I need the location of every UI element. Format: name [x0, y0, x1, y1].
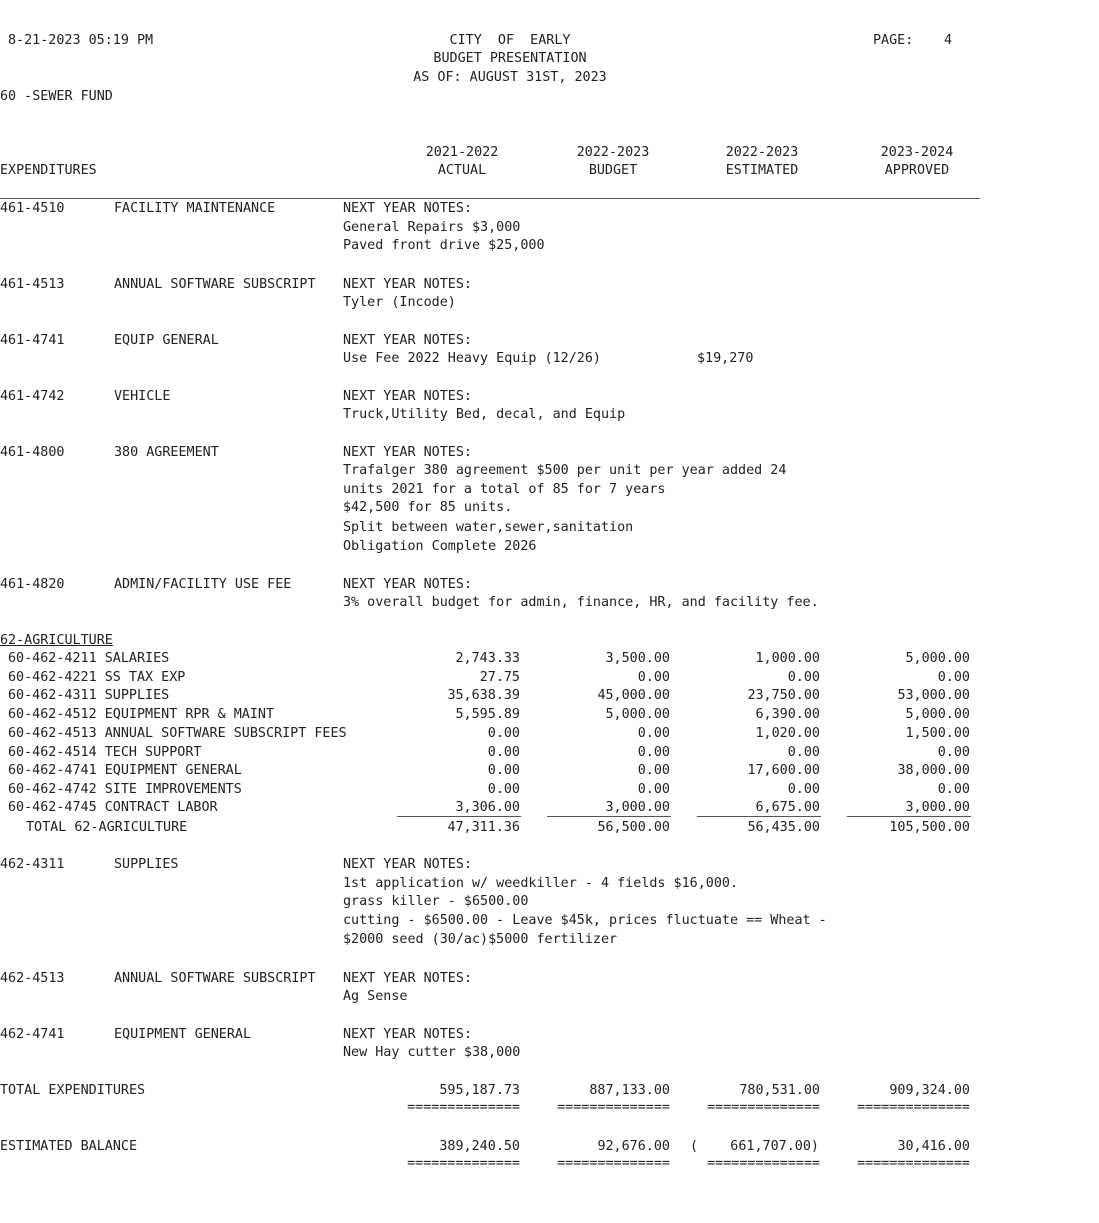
account-code: 461-4741: [0, 333, 65, 348]
row-label: 60-462-4742 SITE IMPROVEMENTS: [8, 782, 242, 797]
cell-approved: 5,000.00: [905, 651, 970, 666]
section-label: EXPENDITURES: [0, 163, 97, 178]
account-name: SUPPLIES: [114, 857, 179, 872]
cell-budget: 0.00: [637, 782, 670, 797]
note-line: New Hay cutter $38,000: [343, 1045, 521, 1060]
note-line: cutting - $6500.00 - Leave $45k, prices fluctuate == Wheat -: [343, 913, 827, 928]
row-label: 60-462-4311 SUPPLIES: [8, 688, 170, 703]
account-name: ANNUAL SOFTWARE SUBSCRIPT: [114, 971, 316, 986]
est-bal-actual: 389,240.50: [439, 1139, 520, 1154]
double-rule: ==============: [857, 1156, 970, 1171]
cell-budget: 5,000.00: [605, 707, 670, 722]
double-rule: ==============: [707, 1100, 820, 1115]
row-label: 60-462-4745 CONTRACT LABOR: [8, 800, 218, 815]
note-line: Tyler (Incode): [343, 295, 456, 310]
total-approved: 105,500.00: [889, 820, 970, 835]
header-rule: [0, 198, 980, 199]
cell-actual: 3,306.00: [455, 800, 520, 815]
cell-estimated: 1,000.00: [755, 651, 820, 666]
account-name: ANNUAL SOFTWARE SUBSCRIPT: [114, 277, 316, 292]
cell-budget: 0.00: [637, 670, 670, 685]
account-code: 462-4311: [0, 857, 65, 872]
cell-estimated: 0.00: [787, 670, 820, 685]
notes-label: NEXT YEAR NOTES:: [343, 971, 472, 986]
row-label: 60-462-4221 SS TAX EXP: [8, 670, 186, 685]
total-budget: 56,500.00: [597, 820, 670, 835]
cell-budget: 0.00: [637, 763, 670, 778]
cell-estimated: 23,750.00: [747, 688, 820, 703]
note-line: 3% overall budget for admin, finance, HR, and facility fee.: [343, 595, 819, 610]
cell-approved: 1,500.00: [905, 726, 970, 741]
cell-budget: 45,000.00: [597, 688, 670, 703]
subtotal-rule: [847, 816, 971, 817]
row-label: 60-462-4513 ANNUAL SOFTWARE SUBSCRIPT FEES: [8, 726, 347, 741]
cell-budget: 0.00: [637, 726, 670, 741]
note-amount: $19,270: [697, 351, 754, 366]
as-of-date: AS OF: AUGUST 31ST, 2023: [413, 70, 607, 85]
double-rule: ==============: [407, 1156, 520, 1171]
note-line: Use Fee 2022 Heavy Equip (12/26): [343, 351, 601, 366]
notes-label: NEXT YEAR NOTES:: [343, 1027, 472, 1042]
cell-approved: 5,000.00: [905, 707, 970, 722]
cell-estimated: 6,390.00: [755, 707, 820, 722]
col-budget-type: BUDGET: [588, 163, 638, 178]
cell-approved: 0.00: [937, 745, 970, 760]
cell-estimated: 0.00: [787, 745, 820, 760]
account-code: 461-4800: [0, 445, 65, 460]
account-code: 461-4742: [0, 389, 65, 404]
total-exp-budget: 887,133.00: [589, 1083, 670, 1098]
total-actual: 47,311.36: [447, 820, 520, 835]
col-actual-type: ACTUAL: [437, 163, 487, 178]
subtotal-rule: [397, 816, 521, 817]
col-budget-year: 2022-2023: [576, 145, 650, 160]
cell-estimated: 0.00: [787, 782, 820, 797]
account-code: 461-4510: [0, 201, 65, 216]
col-approved-type: APPROVED: [884, 163, 950, 178]
total-label: TOTAL 62-AGRICULTURE: [26, 820, 188, 835]
total-expenditures-label: TOTAL EXPENDITURES: [0, 1083, 146, 1098]
note-line: Truck,Utility Bed, decal, and Equip: [343, 407, 626, 422]
account-name: EQUIPMENT GENERAL: [114, 1027, 252, 1042]
total-estimated: 56,435.00: [747, 820, 820, 835]
cell-approved: 38,000.00: [897, 763, 970, 778]
page-number: 4: [944, 33, 953, 48]
note-line: $42,500 for 85 units.: [343, 500, 513, 515]
account-code: 461-4513: [0, 277, 65, 292]
cell-actual: 0.00: [487, 745, 520, 760]
agriculture-heading: 62-AGRICULTURE: [0, 633, 113, 648]
report-datetime: 8-21-2023 05:19 PM: [8, 33, 154, 48]
note-line: Trafalger 380 agreement $500 per unit per year added 24: [343, 463, 787, 478]
notes-label: NEXT YEAR NOTES:: [343, 333, 472, 348]
total-exp-estimated: 780,531.00: [739, 1083, 820, 1098]
note-line: 1st application w/ weedkiller - 4 fields $16,000.: [343, 876, 739, 891]
fund-name: 60 -SEWER FUND: [0, 89, 113, 104]
cell-actual: 27.75: [479, 670, 520, 685]
account-name: 380 AGREEMENT: [114, 445, 219, 460]
account-code: 462-4741: [0, 1027, 65, 1042]
cell-budget: 3,500.00: [605, 651, 670, 666]
cell-estimated: 6,675.00: [755, 800, 820, 815]
est-bal-budget: 92,676.00: [597, 1139, 670, 1154]
row-label: 60-462-4512 EQUIPMENT RPR & MAINT: [8, 707, 275, 722]
subtotal-rule: [697, 816, 821, 817]
double-rule: ==============: [557, 1156, 670, 1171]
col-estimated-year: 2022-2023: [725, 145, 799, 160]
double-rule: ==============: [857, 1100, 970, 1115]
double-rule: ==============: [557, 1100, 670, 1115]
notes-label: NEXT YEAR NOTES:: [343, 201, 472, 216]
cell-actual: 0.00: [487, 763, 520, 778]
row-label: 60-462-4514 TECH SUPPORT: [8, 745, 202, 760]
notes-label: NEXT YEAR NOTES:: [343, 277, 472, 292]
note-line: $2000 seed (30/ac)$5000 fertilizer: [343, 932, 618, 947]
cell-budget: 0.00: [637, 745, 670, 760]
notes-label: NEXT YEAR NOTES:: [343, 577, 472, 592]
cell-actual: 0.00: [487, 726, 520, 741]
row-label: 60-462-4741 EQUIPMENT GENERAL: [8, 763, 242, 778]
cell-approved: 53,000.00: [897, 688, 970, 703]
cell-actual: 35,638.39: [447, 688, 520, 703]
total-exp-actual: 595,187.73: [439, 1083, 520, 1098]
note-line: Obligation Complete 2026: [343, 539, 537, 554]
report-title: BUDGET PRESENTATION: [433, 51, 587, 66]
account-name: EQUIP GENERAL: [114, 333, 219, 348]
notes-label: NEXT YEAR NOTES:: [343, 857, 472, 872]
cell-approved: 3,000.00: [905, 800, 970, 815]
cell-budget: 3,000.00: [605, 800, 670, 815]
note-line: Split between water,sewer,sanitation: [343, 520, 634, 535]
est-bal-approved: 30,416.00: [897, 1139, 970, 1154]
note-line: grass killer - $6500.00: [343, 894, 529, 909]
double-rule: ==============: [407, 1100, 520, 1115]
row-label: 60-462-4211 SALARIES: [8, 651, 170, 666]
subtotal-rule: [547, 816, 671, 817]
double-rule: ==============: [707, 1156, 820, 1171]
account-code: 461-4820: [0, 577, 65, 592]
cell-actual: 5,595.89: [455, 707, 520, 722]
note-line: General Repairs $3,000: [343, 220, 521, 235]
note-line: Paved front drive $25,000: [343, 238, 545, 253]
estimated-balance-label: ESTIMATED BALANCE: [0, 1139, 138, 1154]
notes-label: NEXT YEAR NOTES:: [343, 445, 472, 460]
note-line: units 2021 for a total of 85 for 7 years: [343, 482, 666, 497]
col-approved-year: 2023-2024: [880, 145, 954, 160]
cell-estimated: 17,600.00: [747, 763, 820, 778]
cell-approved: 0.00: [937, 670, 970, 685]
account-name: FACILITY MAINTENANCE: [114, 201, 276, 216]
cell-estimated: 1,020.00: [755, 726, 820, 741]
col-actual-year: 2021-2022: [425, 145, 499, 160]
page-label: PAGE:: [873, 33, 914, 48]
account-code: 462-4513: [0, 971, 65, 986]
account-name: ADMIN/FACILITY USE FEE: [114, 577, 292, 592]
city-name: CITY OF EARLY: [449, 33, 571, 48]
account-name: VEHICLE: [114, 389, 171, 404]
cell-actual: 0.00: [487, 782, 520, 797]
est-bal-estimated: ( 661,707.00): [690, 1139, 819, 1154]
total-exp-approved: 909,324.00: [889, 1083, 970, 1098]
note-line: Ag Sense: [343, 989, 408, 1004]
col-estimated-type: ESTIMATED: [725, 163, 799, 178]
cell-approved: 0.00: [937, 782, 970, 797]
notes-label: NEXT YEAR NOTES:: [343, 389, 472, 404]
cell-actual: 2,743.33: [455, 651, 520, 666]
